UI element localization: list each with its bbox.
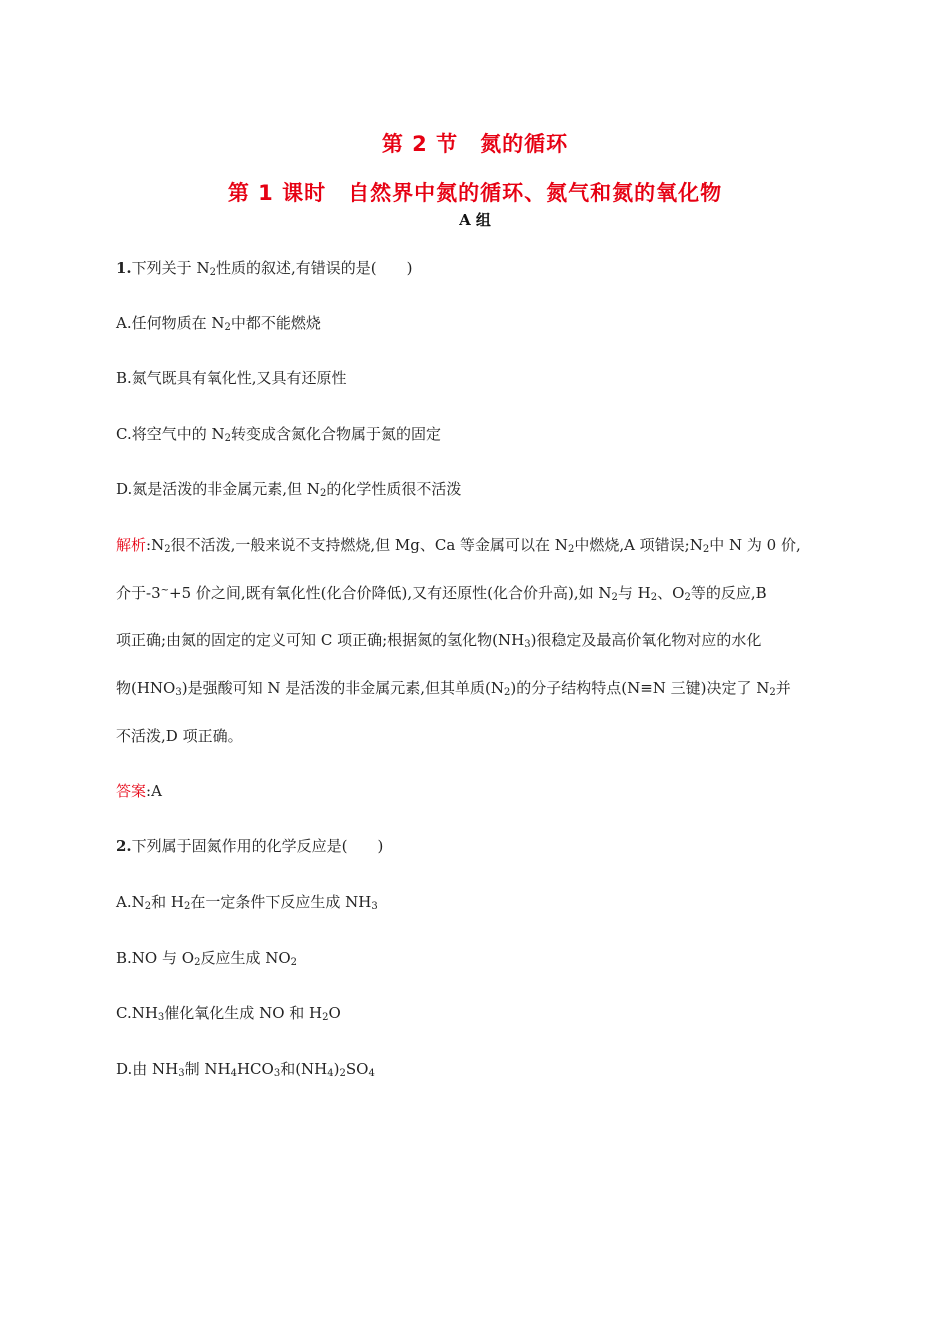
q1-stem: 1.下列关于 $N_2$性质的叙述,有错误的是( ) <box>116 259 413 278</box>
analysis-label: 解析 <box>116 536 147 554</box>
q1-explanation-line-3: 项正确;由氮的固定的定义可知 C 项正确;根据氮的氢化物$(NH_3)$很稳定及最高价氧化物对应的水化 <box>116 631 762 650</box>
q2-stem: 2.下列属于固氮作用的化学反应是( ) <box>116 837 384 855</box>
lesson-title: 第 1 课时 自然界中氮的循环、氮气和氮的氧化物 <box>227 181 723 205</box>
answer-label: 答案 <box>116 782 147 800</box>
q1-explanation-line-4: 物$(HNO_3)$是强酸可知 N 是活泼的非金属元素,但其单质$(N_2)$的分子结构特点(N≡N 三键)决定了 $N_2$并 <box>116 679 791 698</box>
q2-option-d: D.由 $NH_3$制 $NH_4HCO_3$和$(NH_4)_2SO_4$ <box>116 1060 375 1079</box>
q1-explanation-line-5: 不活泼,D 项正确。 <box>116 727 243 745</box>
answer-value: :A <box>146 782 162 800</box>
q2-option-a: $A.N_2$和 $H_2$在一定条件下反应生成 $NH_3$ <box>116 893 378 912</box>
q1-explanation-line-2: 介于-3~+5 价之间,既有氧化性(化合价降低),又有还原性(化合价升高),如 $N_2$与 $H_2$、$O_2$等的反应,B <box>116 584 767 603</box>
section-title: 第 2 节 氮的循环 <box>381 132 569 156</box>
q1-option-a: A.任何物质在 $N_2$中都不能燃烧 <box>116 314 321 333</box>
q2-option-c: $C.NH_3$催化氧化生成 NO 和 $H_2O$ <box>116 1004 341 1023</box>
q1-number: 1. <box>116 259 132 277</box>
q2-number: 2. <box>116 837 132 855</box>
q2-option-b: B.NO 与 $O_2$反应生成 $NO_2$ <box>116 949 298 968</box>
q1-explanation-line-1: 解析$:N_2$很不活泼,一般来说不支持燃烧,但 Mg、Ca 等金属可以在 $N_2$中燃烧,A 项错误$;N_2$中 N 为 0 价, <box>116 536 801 555</box>
q1-option-d: D.氮是活泼的非金属元素,但 $N_2$的化学性质很不活泼 <box>116 480 462 499</box>
q1-option-c: C.将空气中的 $N_2$转变成含氮化合物属于氮的固定 <box>116 425 441 444</box>
q1-answer <box>116 781 162 801</box>
group-label: A 组 <box>459 211 491 229</box>
q1-option-b: B.氮气既具有氧化性,又具有还原性 <box>116 369 347 387</box>
